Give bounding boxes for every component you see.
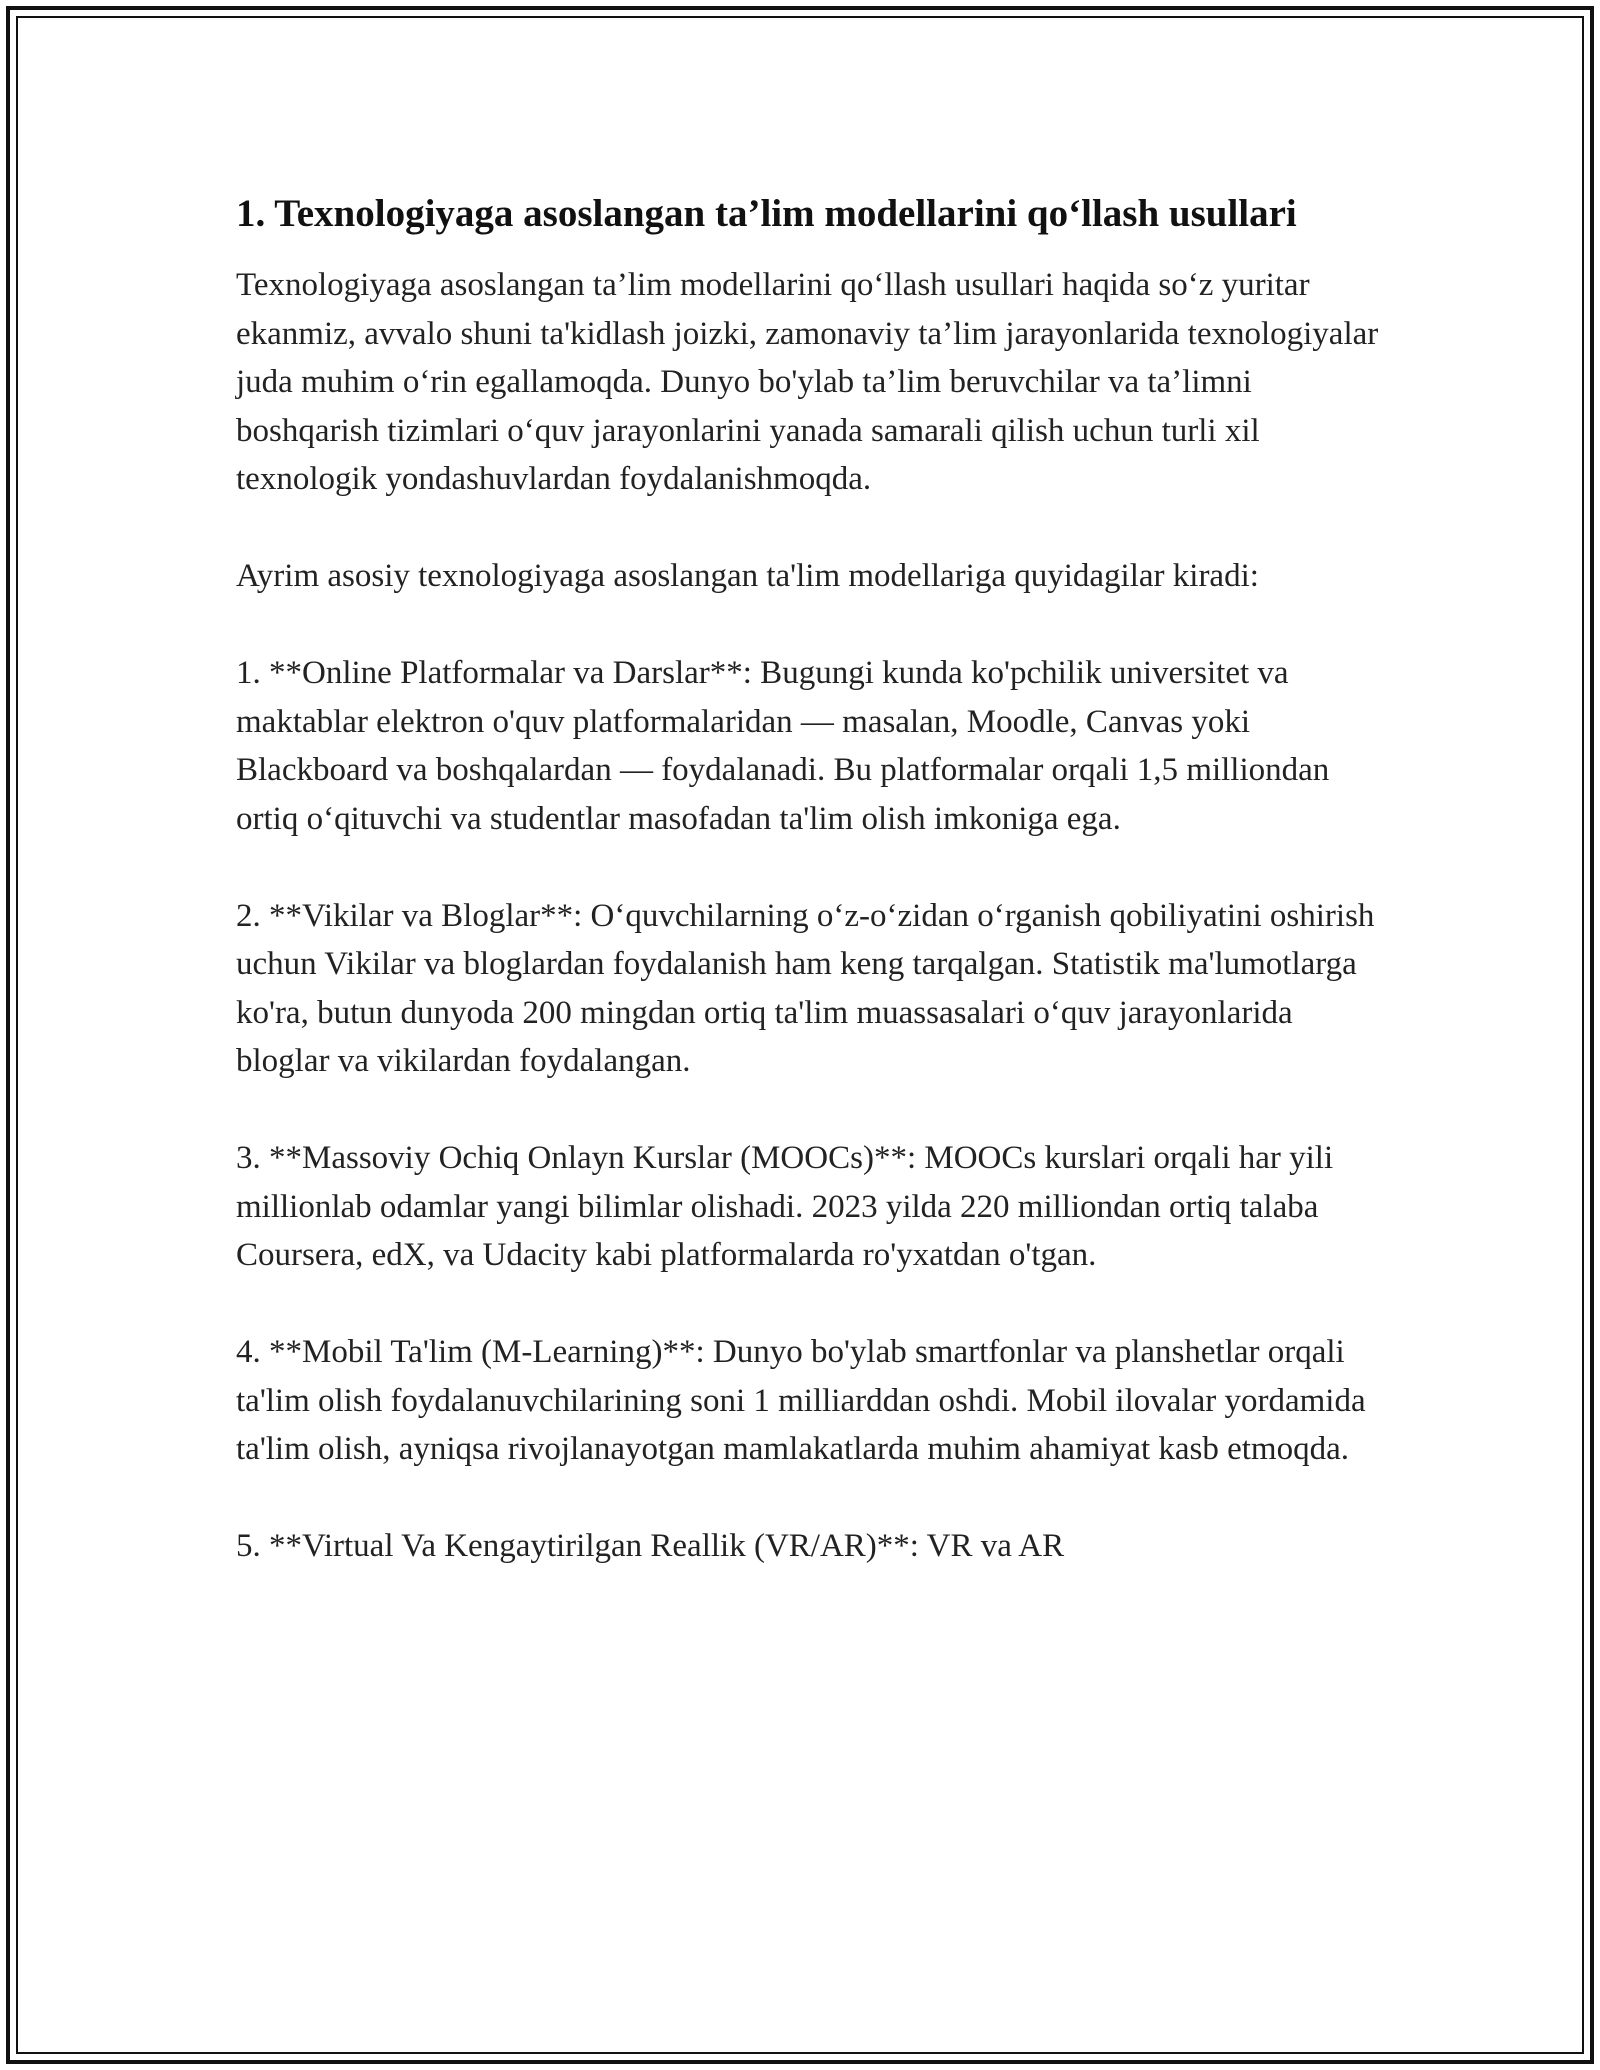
list-item-online-platforms: 1. **Online Platformalar va Darslar**: Bugungi kunda ko'pchilik universitet va maktablar elektron o'quv platformalaridan — masalan, Moodle, Canvas yoki Blackboard va boshqalardan — foydalanadi. Bu platformalar orqali 1,5 milliondan ortiq o‘qituvchi va studentlar masofadan ta'lim olish imkoniga ega. [236, 655, 1330, 837]
models-intro-paragraph: Ayrim asosiy texnologiyaga asoslangan ta'lim modellariga quyidagilar kiradi: [236, 558, 1259, 594]
list-item-mobile-learning: 4. **Mobil Ta'lim (M-Learning)**: Dunyo bo'ylab smartfonlar va planshetlar orqali ta'lim olish foydalanuvchilarining soni 1 milliarddan oshdi. Mobil ilovalar yordamida ta'lim olish, ayniqsa rivojlanayotgan mamlakatlarda muhim ahamiyat kasb etmoqda. [236, 1334, 1366, 1467]
list-item-vr-ar: 5. **Virtual Va Kengaytirilgan Reallik (VR/AR)**: VR va AR [236, 1528, 1065, 1564]
document-title: 1. Texnologiyaga asoslangan ta’lim modellarini qo‘llash usullari [236, 192, 1297, 235]
intro-paragraph: Texnologiyaga asoslangan ta’lim modellarini qo‘llash usullari haqida so‘z yuritar ekanmiz, avvalo shuni ta'kidlash joizki, zamonaviy ta’lim jarayonlarida texnologiyalar juda muhim o‘rin egallamoqda. Dunyo bo'ylab ta’lim beruvchilar va ta’limni boshqarish tizimlari o‘quv jarayonlarini yanada samarali qilish uchun turli xil texnologik yondashuvlardan foydalanishmoqda. [236, 267, 1379, 497]
list-item-wikis-blogs: 2. **Vikilar va Bloglar**: O‘quvchilarning o‘z-o‘zidan o‘rganish qobiliyatini oshirish uchun Vikilar va bloglardan foydalanish ham keng tarqalgan. Statistik ma'lumotlarga ko'ra, butun dunyoda 200 mingdan ortiq ta'lim muassasalari o‘quv jarayonlarida bloglar va vikilardan foydalangan. [236, 897, 1375, 1079]
list-item-moocs: 3. **Massoviy Ochiq Onlayn Kurslar (MOOCs)**: MOOCs kurslari orqali har yili millionlab odamlar yangi bilimlar olishadi. 2023 yilda 220 milliondan ortiq talaba Coursera, edX, va Udacity kabi platformalarda ro'yxatdan o'tgan. [236, 1140, 1334, 1273]
document-page [236, 186, 1386, 1571]
